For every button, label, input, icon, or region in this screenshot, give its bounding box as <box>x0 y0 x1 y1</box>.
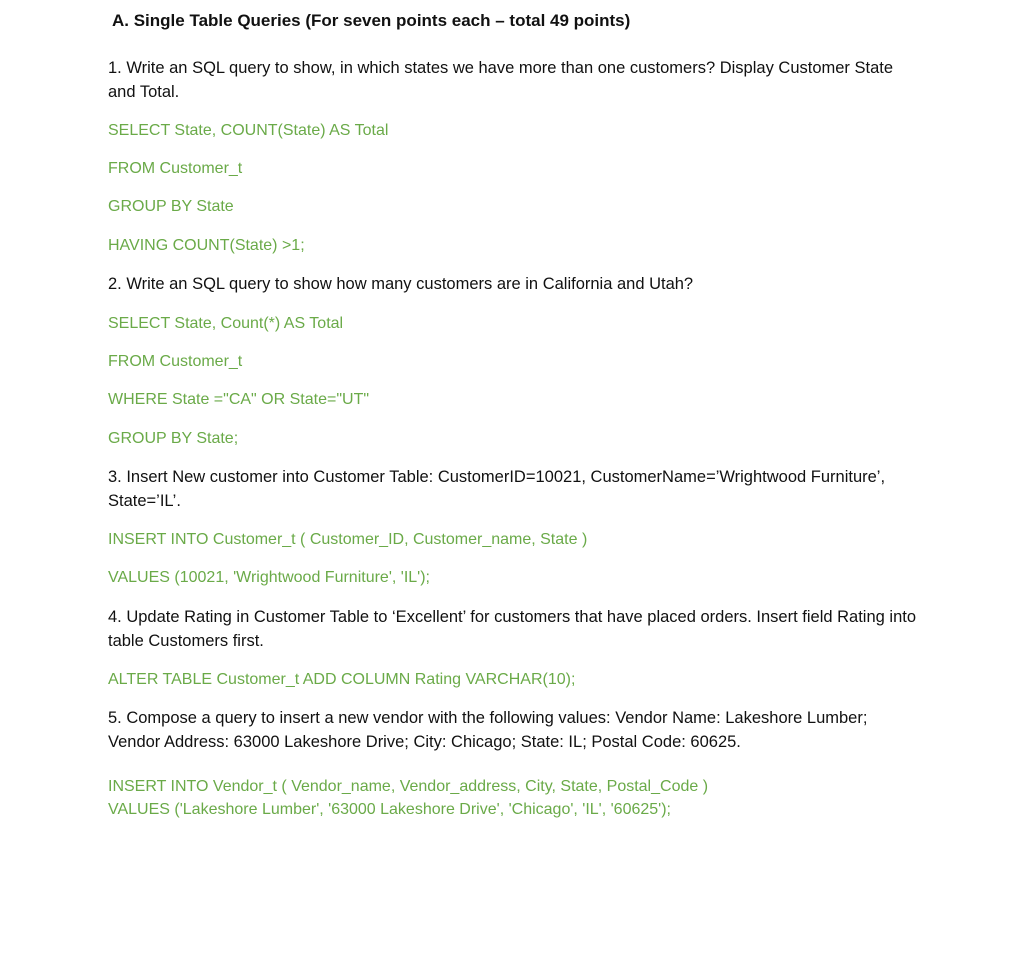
q1-code-line-4: HAVING COUNT(State) >1; <box>108 237 305 254</box>
q1-code-line-3: GROUP BY State <box>108 198 234 215</box>
q5-code-line-1: INSERT INTO Vendor_t ( Vendor_name, Vendor_address, City, State, Postal_Code ) <box>108 778 709 795</box>
q1-code-line-2: FROM Customer_t <box>108 160 243 177</box>
q2-code-line-3: WHERE State ="CA" OR State="UT" <box>108 391 370 408</box>
q3-code-line-2: VALUES (10021, 'Wrightwood Furniture', 'IL'); <box>108 569 430 586</box>
q1-code-line-1: SELECT State, COUNT(State) AS Total <box>108 122 389 139</box>
q2-code-line-4: GROUP BY State; <box>108 430 239 447</box>
q3-code-line-1: INSERT INTO Customer_t ( Customer_ID, Customer_name, State ) <box>108 531 588 548</box>
section-heading: A. Single Table Queries (For seven points each – total 49 points) <box>112 11 631 30</box>
question-2-prompt: 2. Write an SQL query to show how many customers are in California and Utah? <box>108 275 694 293</box>
question-1-prompt: 1. Write an SQL query to show, in which states we have more than one customers? Display Customer State and Total. <box>108 59 894 101</box>
q5-code-line-2: VALUES ('Lakeshore Lumber', '63000 Lakeshore Drive', 'Chicago', 'IL', '60625'); <box>108 801 671 818</box>
question-3-prompt: 3. Insert New customer into Customer Table: CustomerID=10021, CustomerName=’Wrightwood Furniture’, State=’IL’. <box>108 468 886 510</box>
question-4-prompt: 4. Update Rating in Customer Table to ‘Excellent’ for customers that have placed orders. Insert field Rating into table Customers first. <box>108 608 917 650</box>
question-5-prompt: 5. Compose a query to insert a new vendor with the following values: Vendor Name: Lakeshore Lumber; Vendor Address: 63000 Lakeshore Drive; City: Chicago; State: IL; Postal Code: 60625. <box>108 709 868 751</box>
q4-code-line-1: ALTER TABLE Customer_t ADD COLUMN Rating VARCHAR(10); <box>108 671 576 688</box>
q2-code-line-2: FROM Customer_t <box>108 353 243 370</box>
q2-code-line-1: SELECT State, Count(*) AS Total <box>108 315 344 332</box>
